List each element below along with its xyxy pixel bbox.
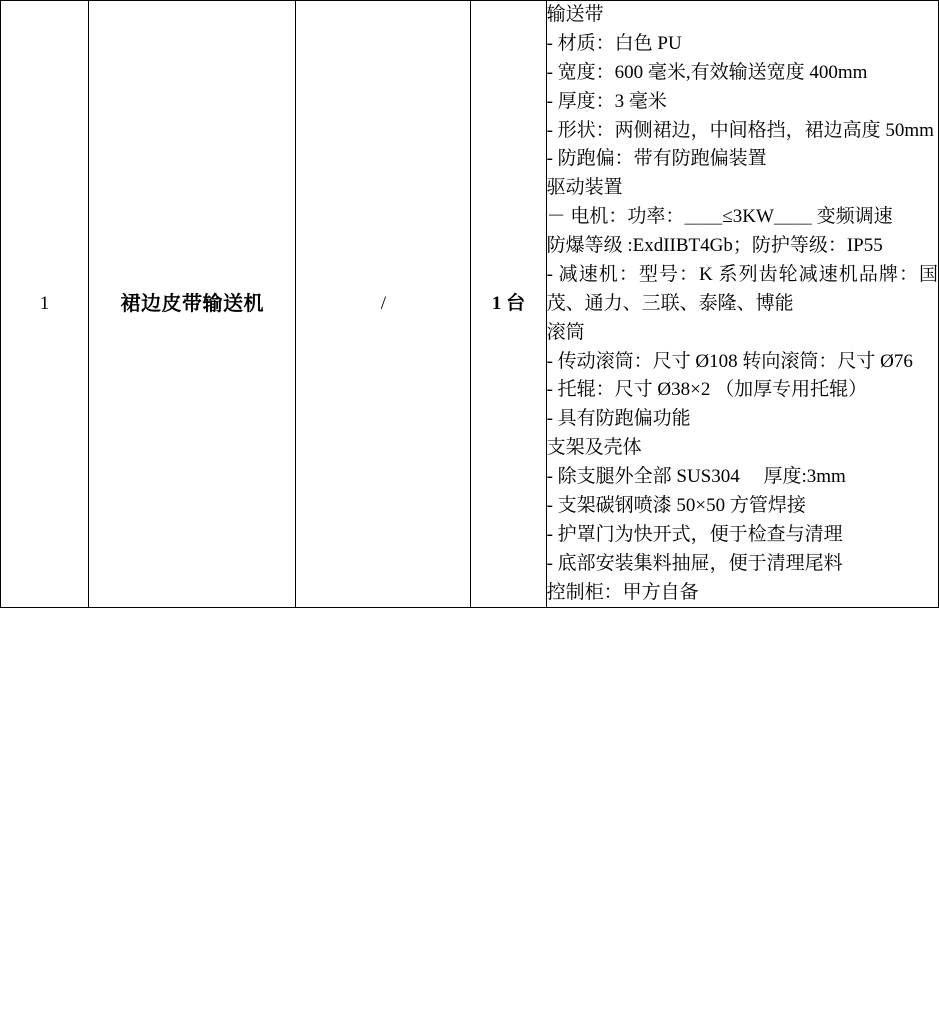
spec-line: - 厚度：3 毫米: [546, 90, 667, 112]
spec-line: - 防跑偏：带有防跑偏装置: [546, 148, 767, 170]
spec-line: 驱动装置: [546, 177, 623, 199]
spec-line: - 护罩门为快开式，便于检查与清理: [546, 523, 843, 545]
spec-line: - 除支腿外全部 SUS304 厚度:3mm: [546, 466, 846, 487]
spec-line: - 支架碳钢喷漆 50×50 方管焊接: [546, 494, 806, 516]
spec-line: - 底部安装集料抽屉，便于清理尾料: [546, 552, 843, 574]
spec-line: 支架及壳体: [546, 437, 642, 459]
spec-line: - 材质：白色 PU: [546, 32, 682, 54]
spec-line: - 减速机：型号：K 系列齿轮减速机品牌：国茂、通力、三联、泰隆、博能: [546, 263, 938, 314]
specification-list: [547, 1, 938, 607]
spec-line: 防爆等级 :ExdIIBT4Gb；防护等级：IP55: [546, 235, 883, 256]
cell-quantity: 1 台: [471, 1, 546, 608]
spec-line: - 宽度：600 毫米,有效输送宽度 400mm: [546, 61, 868, 83]
table-row: [1, 1, 939, 608]
spec-line: - 托辊：尺寸 Ø38×2 （加厚专用托辊）: [546, 379, 868, 401]
spec-line: 输送带: [546, 4, 604, 25]
spec-line: - 形状：两侧裙边，中间格挡，裙边高度 50mm: [546, 119, 934, 141]
cell-equipment-name: 裙边皮带输送机: [89, 1, 296, 608]
spec-line: - 具有防跑偏功能: [546, 408, 691, 430]
cell-specification: [546, 1, 938, 608]
cell-item-number: 1: [1, 1, 89, 608]
cell-brand: /: [296, 1, 471, 608]
spec-line: - 传动滚筒：尺寸 Ø108 转向滚筒：尺寸 Ø76: [546, 350, 913, 372]
spec-line: 滚筒: [546, 321, 585, 343]
spec-line: 控制柜：甲方自备: [546, 581, 699, 603]
spec-line: － 电机：功率：＿＿≤3KW＿＿ 变频调速: [546, 206, 893, 228]
